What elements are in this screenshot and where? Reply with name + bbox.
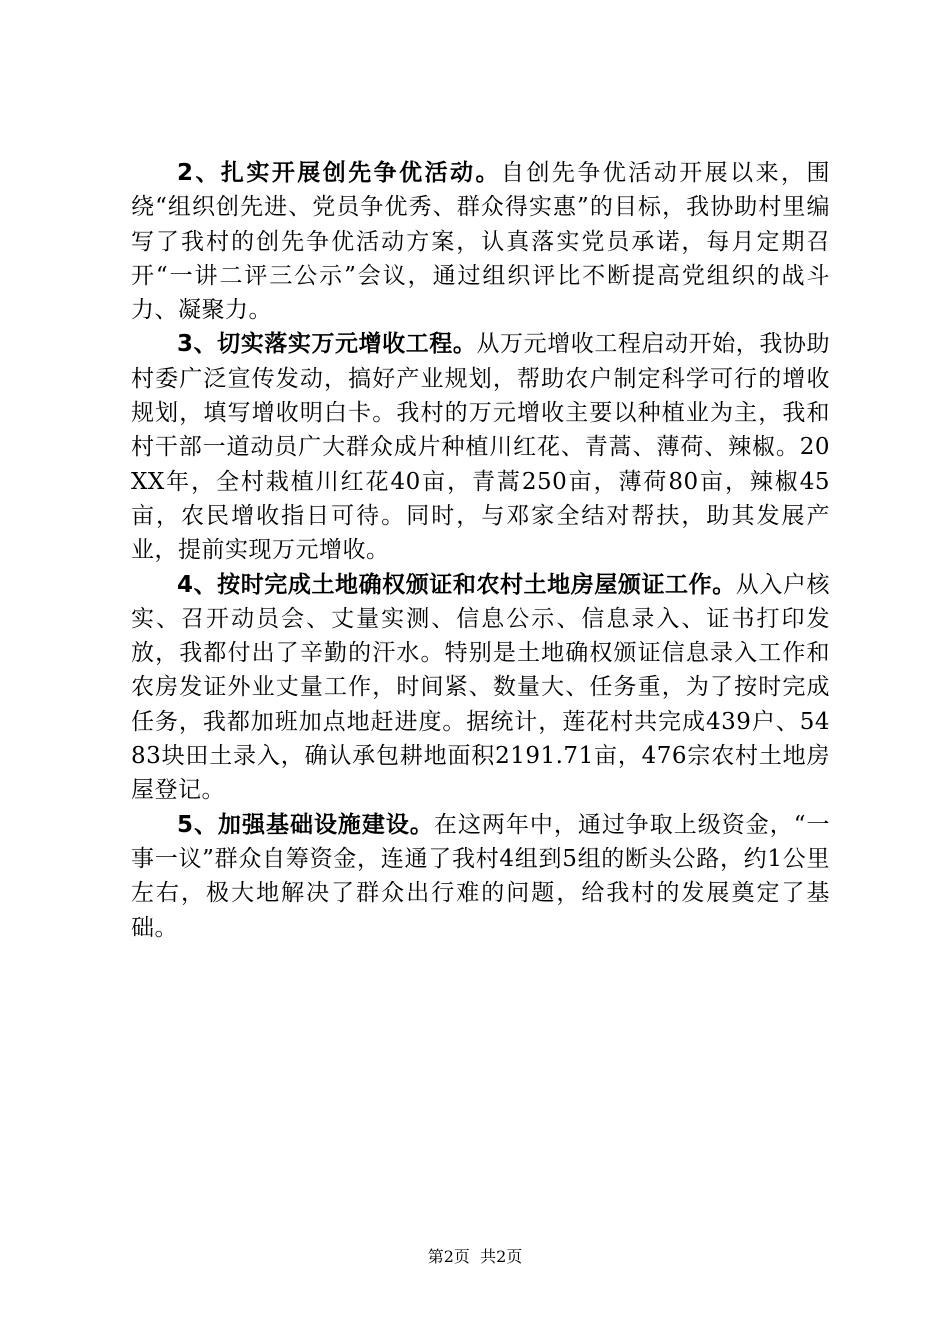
page-number-total: 共2页 [480,1247,523,1266]
paragraph-heading: 4、按时完成土地确权颁证和农村土地房屋颁证工作。 [177,571,736,598]
paragraph-text: 从万元增收工程启动开始，我协助村委广泛宣传发动，搞好产业规划，帮助农户制定科学可行的增收规划，填写增收明白卡。我村的万元增收主要以种植业为主，我和村干部一道动员广大群众成片种植川红花、青蒿、薄荷、辣椒。20XX年，全村栽植川红花40亩，青蒿250亩，薄荷80亩，辣椒45亩，农民增收指日可待。同时，与邓家全结对帮扶，助其发展产业，提前实现万元增收。 [131,331,830,564]
paragraph-heading: 3、切实落实万元增收工程。 [177,331,477,358]
footer-separator [470,1247,480,1266]
page-number-current: 第2页 [427,1247,470,1266]
document-body [131,156,830,945]
paragraph-text: 自创先争优活动开展以来，围绕“组织创先进、党员争优秀、群众得实惠”的目标，我协助村里编写了我村的创先争优活动方案，认真落实党员承诺，每月定期召开“一讲二评三公示”会议，通过组织评比不断提高党组织的战斗力、凝聚力。 [131,160,830,324]
paragraph-5 [131,808,830,945]
page-footer [0,1244,950,1267]
paragraph-4 [131,568,830,808]
paragraph-3 [131,327,830,567]
paragraph-text: 从入户核实、召开动员会、丈量实测、信息公示、信息录入、证书打印发放，我都付出了辛勤的汗水。特别是土地确权颁证信息录入工作和农房发证外业丈量工作，时间紧、数量大、任务重，为了按时完成任务，我都加班加点地赶进度。据统计，莲花村共完成439户、5483块田土录入，确认承包耕地面积2191.71亩，476宗农村土地房屋登记。 [131,571,831,804]
paragraph-heading: 5、加强基础设施建设。 [177,811,434,838]
paragraph-text: 在这两年中，通过争取上级资金，“一事一议”群众自筹资金，连通了我村4组到5组的断头公路，约1公里左右，极大地解决了群众出行难的问题，给我村的发展奠定了基础。 [131,811,830,941]
paragraph-2 [131,156,830,327]
paragraph-heading: 2、扎实开展创先争优活动。 [177,160,501,186]
